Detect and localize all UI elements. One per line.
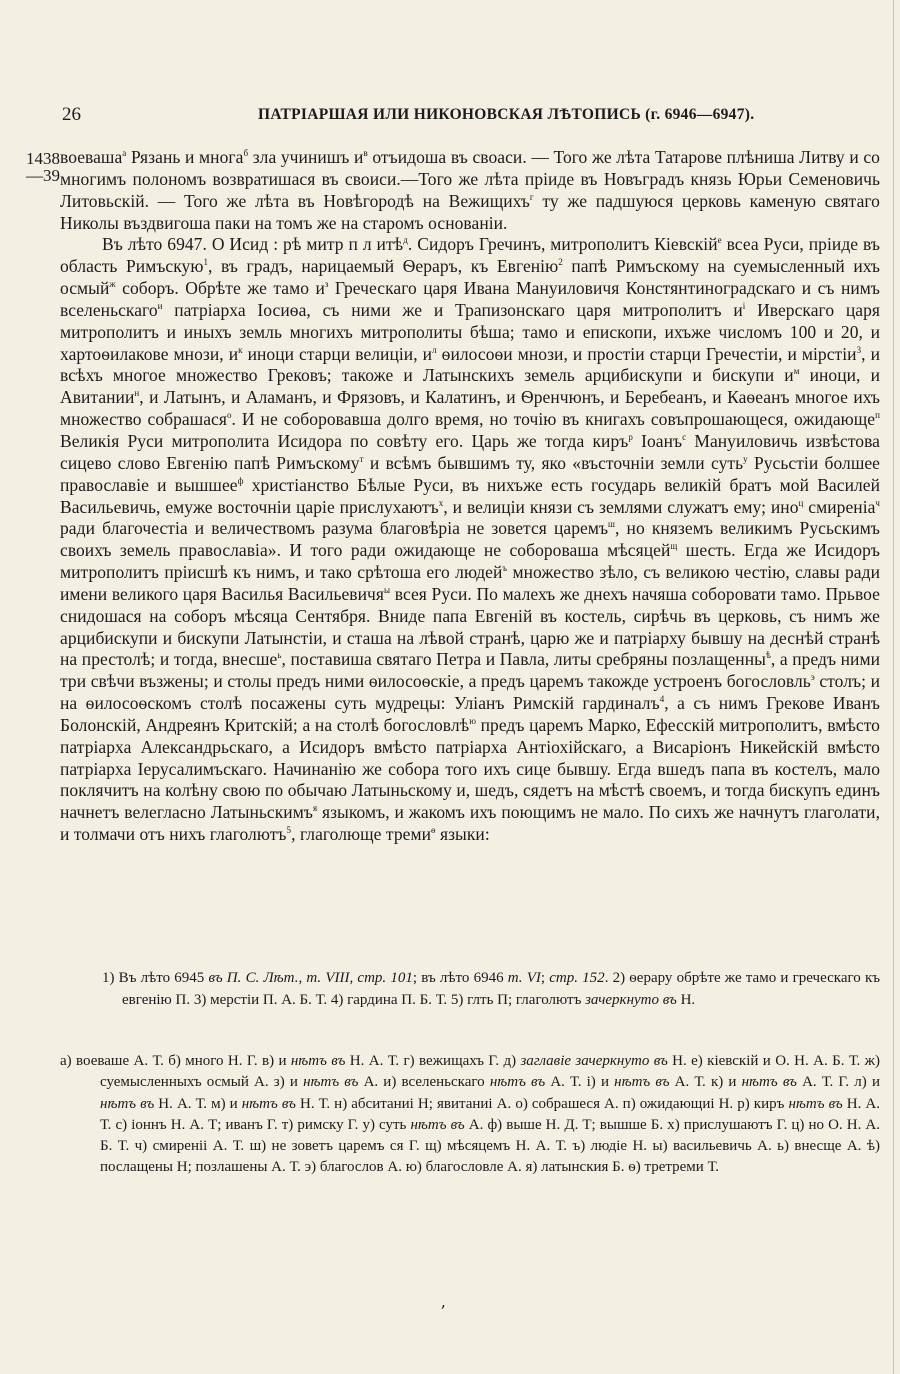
page-title: ПАТРІАРШАЯ ИЛИ НИКОНОВСКАЯ ЛѢТОПИСЬ (г. 6946—6947).	[258, 106, 755, 123]
page-number: 26	[62, 104, 81, 125]
footnotes	[60, 968, 880, 1011]
paragraph-1: воеваша$^а$ Рязань и многа$^б$ зла учинишъ $и^в$ отъидоша въ своаси. — Того же лѣта Татарове плѣниша Литву и со многимъ полономъ возвратишася въ своиси.—Того же лѣта пріиде въ Новъградъ князь Юрьи Семеновичь Литовьскій. — Того же лѣта въ Новѣгородѣ на Вежищихъ$^г$ ту же падшуюся церковь каменую святаго Николы въздвигоша паки на томъ же на старомъ основаніи.	[60, 147, 880, 233]
variant-readings	[60, 1051, 880, 1179]
margin-year-note: 1438 —39	[26, 149, 60, 185]
stray-mark: ʼ	[440, 1302, 446, 1321]
paragraph-2: Въ лѣто 6947. О Исид : рѣ митр п л итѣ$^д$. Сидоръ Гречинъ, митрополитъ Кіевскій$^е$ всеа Руси, пріиде въ область Римъскую$^1$, въ градъ, нарицаемый Ѳераръ, къ Евгенію$^2$ папѣ Римъскому на суемысленный ихъ осмый$^ж$ соборъ. Обрѣте же тамо $и^з$ Греческаго царя Ивана Мануиловичя Констянтиноградскаго и съ нимъ вселеньскаго$^и$ патріарха Іосиѳа, съ ними же и Трапизонскаго царя митрополитъ $и^і$ Иверскаго царя митрополитъ и иныхъ земль многихъ митрополиты бѣша; тамо и епископи, ихъже числомъ 100 и 20, и хартоѳилакове мнози, $и^к$ иноци старци велицiи, $и^л$ ѳилосоѳи мнози, и простіи старци Гречестiи, и мірстіи$^3$, и всѣхъ многое множество Грековъ; такоже и Латынскихъ земель арцибискупи и бискупи $и^м$ иноци, и Авитании$^н$, и Латынъ, и Аламанъ, и Фрязовъ, и Калатинъ, и Ѳренчюнъ, и Беребеанъ, и Каѳеанъ многое ихъ множество собрашася$^о$. И не соборовавша долго время, но точію въ книгахъ совъпрошающеся, ожидающе$^п$ Великія Руси митрополита Исидора по совѣту его. Царь же тогда киръ$^р$ Іоанъ$^с$ Мануиловичь извѣстова сицево слово Евгенію папѣ Римъскому$^т$ и всѣмъ бывшимъ ту, яко «въсточніи земли суть$^у$ Русьстіи болшее православіе и вышшее$^ф$ христіанство Бѣлые Руси, въ нихъже есть государь великій братъ мой Василей Васильевичь, емуже восточніи царіе прислухаютъ$^х$, и велицiи князи съ землями служатъ ему; ино$^ц$ смиреніа$^ч$ ради благочестіа и величествомъ разума благовѣріа не зовется царемъ$^ш$, но княземъ великимъ Русьскимъ своихъ земель православіа». И того ради ожидающе не собороваша мѣсяцей$^щ$ шесть. Егда же Исидоръ митрополитъ прiисшѣ къ нимъ, и тако срѣтоша его людей$^ъ$ множество зѣло, съ великою честію, славы ради имени великого царя Василья Васильевичя$^ы$ всея Руси. По малехъ же днехъ начяша соборовати тамо. Прьвое снидошася на соборъ мѣсяца Сентября. Вниде папа Евгеній въ костель, сирѣчь въ церковь, съ нимъ же арцибискупи и бискупи Латынстіи, и сташа на лѣвой странѣ, царю же и патріарху бывшу на деснѣй странѣ на престолѣ; и тогда, внесше$^ь$, поставиша святаго Петра и Павла, литы сребряны позлащенны$^ѣ$, а предъ ними три свѣчи възжены; и столы предъ ними ѳилосоѳскіе, а предъ царемъ такожде устроенъ богословль$^э$ столъ; и на ѳилосоѳскомъ столѣ посажены суть мудрецы: Уліанъ Римскій гардиналъ$^4$, а съ нимъ Грекове Иванъ Болонскій, Андреянъ Критскій; а на столѣ богословлѣ$^ю$ предъ царемъ Марко, Ефесскій митрополитъ, вмѣсто патріарха Александрьскаго, а Исидоръ вмѣсто патріарха Антіохійскаго, а Висаріонъ Никейскій вмѣсто патріарха Іерусалимъскаго. Начинанію же собора того ихъ сице бывшу. Егда вшедъ папа въ костелъ, мало поклячитъ на колѣну свою по обычаю Латыньскому и, шедъ, сядетъ на мѣстѣ своемъ, и тогда бискупъ единъ начнетъ велегласно Латыньскимъ$^я$ языкомъ, и жакомъ ихъ поющимъ не мало. По сихъ же начнутъ глаголати, и толмачи отъ нихъ глаголютъ$^5$, глаголюще треми$^ѳ$ языки:	[60, 234, 881, 845]
running-header	[62, 104, 870, 128]
numbered-footnotes: 1) Въ лѣто 6945 въ П. С. Лѣт., т. VIII, стр. 101; въ лѣто 6946 т. VI; стр. 152. 2) ѳерару обрѣте же тамо и греческаго къ евгенію П. 3) мерстіи П. А. Б. Т. 4) гардина П. Б. Т. 5) глть П; глаголютъ зачеркнуто въ Н.	[102, 970, 881, 1008]
page-edge	[893, 0, 894, 1374]
chronicle-text	[60, 147, 880, 846]
lettered-footnotes: а) воеваше А. Т. б) много Н. Г. в) и нѣтъ въ Н. А. Т. г) вежищахъ Г. д) заглавіе зачеркнуто въ Н. е) кіевскій и О. Н. А. Б. Т. ж) суемысленныхъ осмый А. з) и нѣтъ въ А. и) вселеньскаго нѣтъ въ А. Т. і) и нѣтъ въ А. Т. к) и нѣтъ въ А. Т. Г. л) и нѣтъ въ Н. А. Т. м) и нѣтъ въ Н. Т. н) абситаниі Н; явитаниі А. о) собрашеся А. п) ожидающиі Н. р) киръ нѣтъ въ Н. А. Т. с) іоннъ Н. А. Т; иванъ Г. т) римску Г. у) суть нѣтъ въ А. ф) выше Н. Д. Т; вышше Б. х) прислушаютъ Г. ц) но О. Н. А. Б. Т. ч) смиреніі А. Т. ш) не зоветъ царемъ ся Г. щ) мѣсяцемъ Н. А. Т. ъ) людіе Н. ы) васильевичь А. ь) внесще А. ѣ) послащены Н; позлашены А. Т. э) благослов А. ю) благословле А. я) латынския Б. ѳ) третреми Т.	[60, 1053, 880, 1176]
